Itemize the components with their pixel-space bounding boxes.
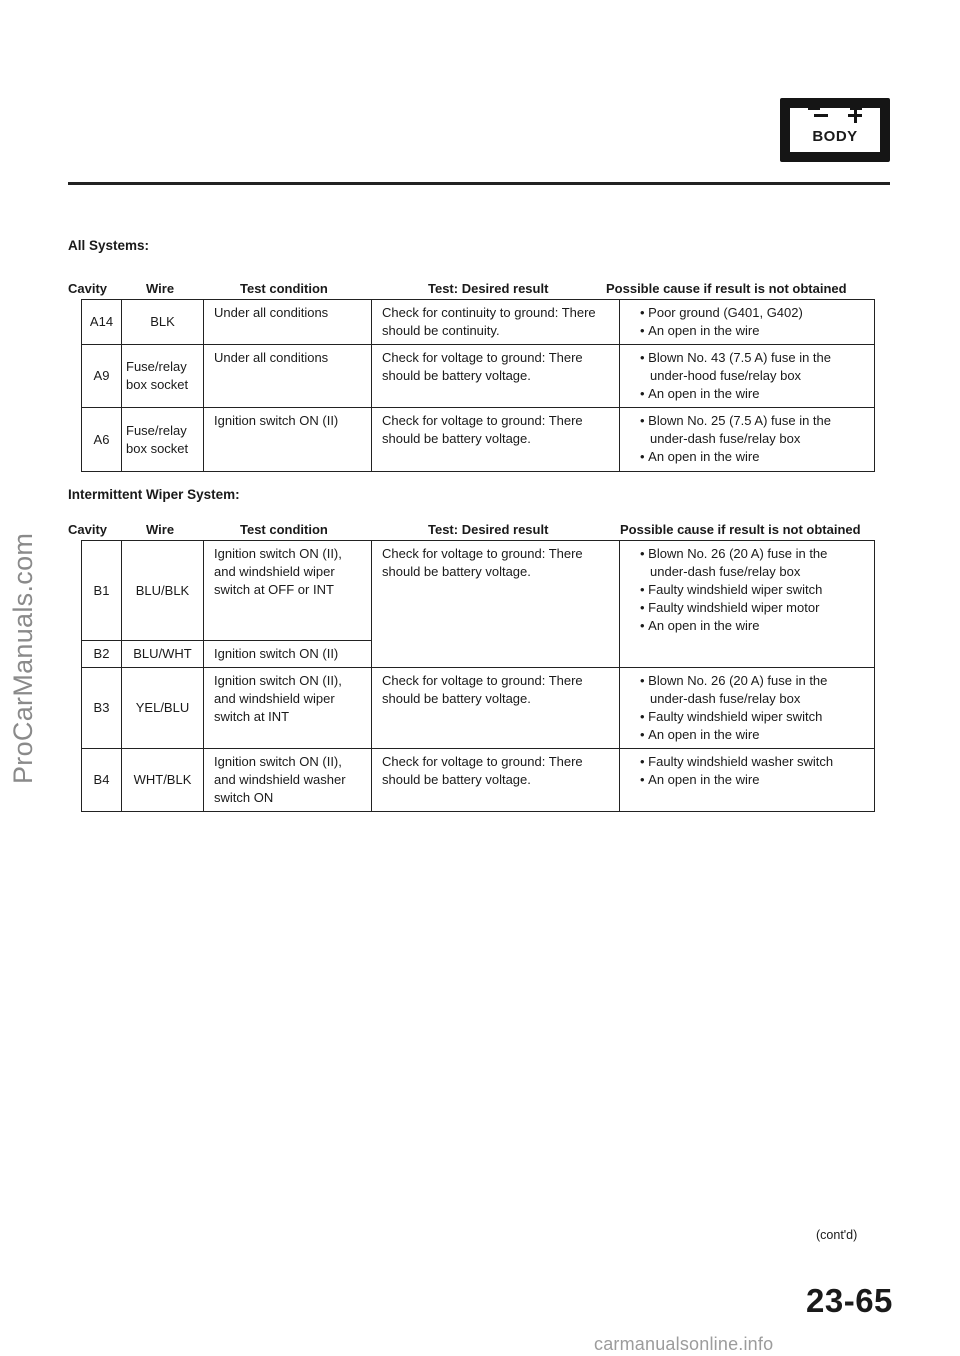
result-cell: Check for voltage to ground: There should be battery voltage. <box>372 408 620 472</box>
side-watermark: ProCarManuals.com <box>8 532 38 784</box>
cause-item: • An open in the wire <box>630 385 866 403</box>
cause-item: • Poor ground (G401, G402) <box>630 304 866 322</box>
condition-cell: Under all conditions <box>204 345 372 408</box>
cavity-cell: A9 <box>82 345 122 408</box>
column-header-wire: Wire <box>146 522 175 537</box>
cavity-cell: A14 <box>82 300 122 345</box>
result-cell: Check for continuity to ground: There should be continuity. <box>372 300 620 345</box>
wire-cell: WHT/BLK <box>122 749 204 812</box>
condition-cell: Ignition switch ON (II), and windshield wiper switch at INT <box>204 668 372 749</box>
header-rule <box>68 182 890 185</box>
column-header-cavity: Cavity <box>68 522 108 537</box>
wire-cell: BLU/WHT <box>122 641 204 668</box>
table-row <box>82 668 875 749</box>
cavity-cell: B1 <box>82 541 122 641</box>
body-section-badge <box>780 98 890 162</box>
column-header-cavity: Cavity <box>68 281 108 296</box>
result-cell: Check for voltage to ground: There should be battery voltage. <box>372 345 620 408</box>
footer-watermark: carmanualsonline.info <box>594 1334 774 1354</box>
wire-cell: Fuse/relay box socket <box>122 345 204 408</box>
cause-item: • An open in the wire <box>630 448 866 466</box>
minus-sign-icon <box>814 114 828 117</box>
table-row <box>82 408 875 472</box>
column-header-desired-result: Test: Desired result <box>428 522 549 537</box>
result-cell: Check for voltage to ground: There should be battery voltage. <box>372 541 620 668</box>
cavity-cell: B4 <box>82 749 122 812</box>
cause-item: • Faulty windshield washer switch <box>630 753 866 771</box>
cause-item: • Faulty windshield wiper switch <box>630 708 866 726</box>
cause-cell <box>620 749 875 812</box>
cause-item: • Blown No. 26 (20 A) fuse in the under-dash fuse/relay box <box>630 672 866 708</box>
section-title-all-systems: All Systems: <box>68 238 150 253</box>
wire-cell: BLU/BLK <box>122 541 204 641</box>
intermittent-wiper-table <box>81 540 875 812</box>
cause-item: • Blown No. 25 (7.5 A) fuse in the under-dash fuse/relay box <box>630 412 866 448</box>
cavity-cell: B3 <box>82 668 122 749</box>
table-row <box>82 345 875 408</box>
cause-cell <box>620 668 875 749</box>
condition-cell: Ignition switch ON (II) <box>204 408 372 472</box>
continued-label: (cont'd) <box>816 1228 858 1242</box>
cause-cell <box>620 300 875 345</box>
cause-item: • Faulty windshield wiper motor <box>630 599 866 617</box>
cause-item: • An open in the wire <box>630 771 866 789</box>
column-header-test-condition: Test condition <box>240 522 328 537</box>
result-cell: Check for voltage to ground: There should be battery voltage. <box>372 668 620 749</box>
cause-item: • An open in the wire <box>630 726 866 744</box>
condition-cell: Ignition switch ON (II), and windshield wiper switch at OFF or INT <box>204 541 372 641</box>
wire-cell: Fuse/relay box socket <box>122 408 204 472</box>
cause-cell <box>620 541 875 668</box>
wire-cell: BLK <box>122 300 204 345</box>
cause-item: • An open in the wire <box>630 617 866 635</box>
cavity-cell: B2 <box>82 641 122 668</box>
cause-cell <box>620 408 875 472</box>
cause-item: • Blown No. 26 (20 A) fuse in the under-dash fuse/relay box <box>630 545 866 581</box>
page-number: 23-65 <box>806 1282 893 1319</box>
result-cell: Check for voltage to ground: There should be battery voltage. <box>372 749 620 812</box>
all-systems-table <box>81 299 875 472</box>
column-header-possible-cause: Possible cause if result is not obtained <box>620 522 861 537</box>
cause-item: • An open in the wire <box>630 322 866 340</box>
cavity-cell: A6 <box>82 408 122 472</box>
condition-cell: Ignition switch ON (II) <box>204 641 372 668</box>
badge-label: BODY <box>812 128 858 145</box>
cause-cell <box>620 345 875 408</box>
condition-cell: Under all conditions <box>204 300 372 345</box>
wire-cell: YEL/BLU <box>122 668 204 749</box>
column-header-desired-result: Test: Desired result <box>428 281 549 296</box>
cause-item: • Blown No. 43 (7.5 A) fuse in the under-hood fuse/relay box <box>630 349 866 385</box>
battery-icon <box>790 108 880 152</box>
column-header-possible-cause: Possible cause if result is not obtained <box>606 281 847 296</box>
table-row <box>82 300 875 345</box>
column-header-wire: Wire <box>146 281 175 296</box>
column-header-test-condition: Test condition <box>240 281 328 296</box>
table-row <box>82 749 875 812</box>
section-title-intermittent-wiper: Intermittent Wiper System: <box>68 487 240 502</box>
cause-item: • Faulty windshield wiper switch <box>630 581 866 599</box>
table-row <box>82 541 875 641</box>
condition-cell: Ignition switch ON (II), and windshield washer switch ON <box>204 749 372 812</box>
